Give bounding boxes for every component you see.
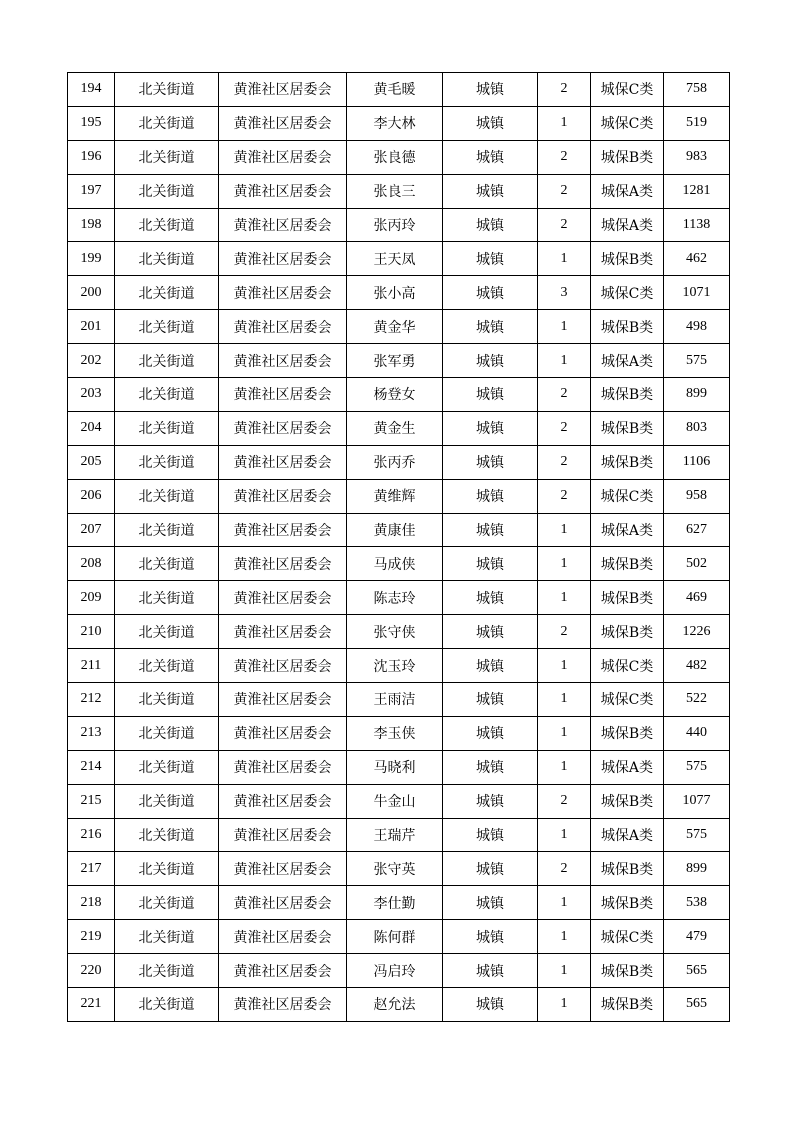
row-number-cell: 215 [68,784,115,818]
person-name-cell: 杨登女 [347,378,443,412]
assistance-category-cell: 城保A类 [591,208,664,242]
amount-cell: 1138 [664,208,730,242]
household-size-cell: 1 [538,750,591,784]
assistance-category-cell: 城保C类 [591,479,664,513]
assistance-category-cell: 城保A类 [591,513,664,547]
person-name-cell: 李玉侠 [347,716,443,750]
residence-type-cell: 城镇 [443,581,538,615]
table-row [68,716,730,750]
community-cell: 黄淮社区居委会 [219,73,347,107]
table-row [68,784,730,818]
amount-cell: 758 [664,73,730,107]
household-size-cell: 1 [538,920,591,954]
street-cell: 北关街道 [115,920,219,954]
household-size-cell: 1 [538,818,591,852]
community-cell: 黄淮社区居委会 [219,615,347,649]
amount-cell: 1077 [664,784,730,818]
row-number-cell: 218 [68,886,115,920]
residence-type-cell: 城镇 [443,310,538,344]
street-cell: 北关街道 [115,649,219,683]
amount-cell: 498 [664,310,730,344]
table-row [68,140,730,174]
person-name-cell: 张守侠 [347,615,443,649]
residence-type-cell: 城镇 [443,479,538,513]
street-cell: 北关街道 [115,513,219,547]
amount-cell: 565 [664,954,730,988]
residence-type-cell: 城镇 [443,547,538,581]
household-size-cell: 1 [538,513,591,547]
table-row [68,445,730,479]
community-cell: 黄淮社区居委会 [219,716,347,750]
residence-type-cell: 城镇 [443,344,538,378]
residence-type-cell: 城镇 [443,649,538,683]
community-cell: 黄淮社区居委会 [219,344,347,378]
table-body [68,73,730,1022]
row-number-cell: 206 [68,479,115,513]
person-name-cell: 陈志玲 [347,581,443,615]
person-name-cell: 赵允法 [347,988,443,1022]
table-row [68,411,730,445]
amount-cell: 627 [664,513,730,547]
street-cell: 北关街道 [115,750,219,784]
street-cell: 北关街道 [115,615,219,649]
row-number-cell: 195 [68,106,115,140]
amount-cell: 538 [664,886,730,920]
street-cell: 北关街道 [115,547,219,581]
street-cell: 北关街道 [115,886,219,920]
table-row [68,954,730,988]
amount-cell: 575 [664,818,730,852]
row-number-cell: 199 [68,242,115,276]
street-cell: 北关街道 [115,106,219,140]
assistance-category-cell: 城保B类 [591,886,664,920]
row-number-cell: 205 [68,445,115,479]
row-number-cell: 197 [68,174,115,208]
person-name-cell: 黄康佳 [347,513,443,547]
residence-type-cell: 城镇 [443,445,538,479]
street-cell: 北关街道 [115,140,219,174]
row-number-cell: 203 [68,378,115,412]
street-cell: 北关街道 [115,310,219,344]
row-number-cell: 212 [68,683,115,717]
assistance-category-cell: 城保B类 [591,445,664,479]
person-name-cell: 张良三 [347,174,443,208]
assistance-category-cell: 城保B类 [591,784,664,818]
residence-type-cell: 城镇 [443,140,538,174]
community-cell: 黄淮社区居委会 [219,683,347,717]
residence-type-cell: 城镇 [443,818,538,852]
household-size-cell: 2 [538,852,591,886]
community-cell: 黄淮社区居委会 [219,378,347,412]
table-row [68,513,730,547]
community-cell: 黄淮社区居委会 [219,581,347,615]
street-cell: 北关街道 [115,479,219,513]
street-cell: 北关街道 [115,716,219,750]
row-number-cell: 220 [68,954,115,988]
street-cell: 北关街道 [115,174,219,208]
amount-cell: 899 [664,852,730,886]
street-cell: 北关街道 [115,208,219,242]
table-row [68,344,730,378]
community-cell: 黄淮社区居委会 [219,852,347,886]
row-number-cell: 210 [68,615,115,649]
relief-roster-table [67,72,730,1022]
community-cell: 黄淮社区居委会 [219,140,347,174]
household-size-cell: 2 [538,140,591,174]
assistance-category-cell: 城保B类 [591,581,664,615]
person-name-cell: 张丙玲 [347,208,443,242]
person-name-cell: 黄毛暖 [347,73,443,107]
amount-cell: 565 [664,988,730,1022]
amount-cell: 575 [664,750,730,784]
assistance-category-cell: 城保B类 [591,140,664,174]
person-name-cell: 王瑞芹 [347,818,443,852]
street-cell: 北关街道 [115,581,219,615]
community-cell: 黄淮社区居委会 [219,988,347,1022]
person-name-cell: 李仕勤 [347,886,443,920]
community-cell: 黄淮社区居委会 [219,208,347,242]
table-row [68,615,730,649]
community-cell: 黄淮社区居委会 [219,310,347,344]
row-number-cell: 217 [68,852,115,886]
household-size-cell: 1 [538,344,591,378]
person-name-cell: 马成侠 [347,547,443,581]
street-cell: 北关街道 [115,276,219,310]
residence-type-cell: 城镇 [443,886,538,920]
row-number-cell: 216 [68,818,115,852]
amount-cell: 803 [664,411,730,445]
assistance-category-cell: 城保C类 [591,73,664,107]
community-cell: 黄淮社区居委会 [219,479,347,513]
amount-cell: 479 [664,920,730,954]
household-size-cell: 1 [538,886,591,920]
community-cell: 黄淮社区居委会 [219,649,347,683]
table-row [68,208,730,242]
amount-cell: 1071 [664,276,730,310]
household-size-cell: 2 [538,445,591,479]
amount-cell: 502 [664,547,730,581]
row-number-cell: 213 [68,716,115,750]
person-name-cell: 张守英 [347,852,443,886]
assistance-category-cell: 城保B类 [591,378,664,412]
person-name-cell: 张小高 [347,276,443,310]
household-size-cell: 2 [538,73,591,107]
assistance-category-cell: 城保B类 [591,852,664,886]
household-size-cell: 1 [538,581,591,615]
amount-cell: 482 [664,649,730,683]
residence-type-cell: 城镇 [443,378,538,412]
household-size-cell: 2 [538,479,591,513]
residence-type-cell: 城镇 [443,750,538,784]
row-number-cell: 200 [68,276,115,310]
residence-type-cell: 城镇 [443,276,538,310]
assistance-category-cell: 城保B类 [591,547,664,581]
household-size-cell: 2 [538,615,591,649]
assistance-category-cell: 城保C类 [591,649,664,683]
row-number-cell: 194 [68,73,115,107]
amount-cell: 1281 [664,174,730,208]
street-cell: 北关街道 [115,988,219,1022]
person-name-cell: 王雨洁 [347,683,443,717]
residence-type-cell: 城镇 [443,73,538,107]
assistance-category-cell: 城保A类 [591,174,664,208]
table-row [68,310,730,344]
person-name-cell: 黄金华 [347,310,443,344]
residence-type-cell: 城镇 [443,615,538,649]
household-size-cell: 1 [538,716,591,750]
residence-type-cell: 城镇 [443,988,538,1022]
assistance-category-cell: 城保B类 [591,242,664,276]
household-size-cell: 1 [538,242,591,276]
person-name-cell: 冯启玲 [347,954,443,988]
row-number-cell: 208 [68,547,115,581]
person-name-cell: 黄金生 [347,411,443,445]
assistance-category-cell: 城保C类 [591,106,664,140]
residence-type-cell: 城镇 [443,106,538,140]
table-row [68,106,730,140]
row-number-cell: 219 [68,920,115,954]
row-number-cell: 207 [68,513,115,547]
table-row [68,242,730,276]
household-size-cell: 2 [538,784,591,818]
community-cell: 黄淮社区居委会 [219,920,347,954]
assistance-category-cell: 城保B类 [591,310,664,344]
row-number-cell: 198 [68,208,115,242]
assistance-category-cell: 城保B类 [591,411,664,445]
residence-type-cell: 城镇 [443,683,538,717]
residence-type-cell: 城镇 [443,242,538,276]
amount-cell: 983 [664,140,730,174]
table-row [68,683,730,717]
amount-cell: 519 [664,106,730,140]
table-row [68,276,730,310]
household-size-cell: 2 [538,411,591,445]
community-cell: 黄淮社区居委会 [219,174,347,208]
community-cell: 黄淮社区居委会 [219,411,347,445]
household-size-cell: 2 [538,208,591,242]
row-number-cell: 201 [68,310,115,344]
person-name-cell: 陈何群 [347,920,443,954]
community-cell: 黄淮社区居委会 [219,242,347,276]
amount-cell: 440 [664,716,730,750]
residence-type-cell: 城镇 [443,174,538,208]
household-size-cell: 1 [538,988,591,1022]
person-name-cell: 黄维辉 [347,479,443,513]
table-row [68,581,730,615]
row-number-cell: 221 [68,988,115,1022]
assistance-category-cell: 城保C类 [591,920,664,954]
assistance-category-cell: 城保A类 [591,750,664,784]
person-name-cell: 李大林 [347,106,443,140]
residence-type-cell: 城镇 [443,954,538,988]
person-name-cell: 张良德 [347,140,443,174]
street-cell: 北关街道 [115,242,219,276]
row-number-cell: 211 [68,649,115,683]
community-cell: 黄淮社区居委会 [219,445,347,479]
community-cell: 黄淮社区居委会 [219,547,347,581]
street-cell: 北关街道 [115,445,219,479]
amount-cell: 1106 [664,445,730,479]
assistance-category-cell: 城保C类 [591,683,664,717]
person-name-cell: 张军勇 [347,344,443,378]
assistance-category-cell: 城保C类 [591,276,664,310]
row-number-cell: 204 [68,411,115,445]
row-number-cell: 209 [68,581,115,615]
table-row [68,886,730,920]
assistance-category-cell: 城保B类 [591,954,664,988]
table-row [68,649,730,683]
residence-type-cell: 城镇 [443,716,538,750]
community-cell: 黄淮社区居委会 [219,818,347,852]
community-cell: 黄淮社区居委会 [219,886,347,920]
amount-cell: 522 [664,683,730,717]
community-cell: 黄淮社区居委会 [219,106,347,140]
household-size-cell: 3 [538,276,591,310]
assistance-category-cell: 城保A类 [591,344,664,378]
residence-type-cell: 城镇 [443,208,538,242]
residence-type-cell: 城镇 [443,411,538,445]
household-size-cell: 1 [538,547,591,581]
street-cell: 北关街道 [115,378,219,412]
person-name-cell: 马晓利 [347,750,443,784]
amount-cell: 462 [664,242,730,276]
assistance-category-cell: 城保A类 [591,818,664,852]
street-cell: 北关街道 [115,73,219,107]
household-size-cell: 1 [538,954,591,988]
amount-cell: 575 [664,344,730,378]
table-row [68,479,730,513]
row-number-cell: 202 [68,344,115,378]
household-size-cell: 1 [538,683,591,717]
table-row [68,750,730,784]
assistance-category-cell: 城保B类 [591,988,664,1022]
residence-type-cell: 城镇 [443,784,538,818]
person-name-cell: 王天凤 [347,242,443,276]
street-cell: 北关街道 [115,818,219,852]
street-cell: 北关街道 [115,683,219,717]
person-name-cell: 张丙乔 [347,445,443,479]
person-name-cell: 牛金山 [347,784,443,818]
assistance-category-cell: 城保B类 [591,716,664,750]
household-size-cell: 2 [538,174,591,208]
table-row [68,920,730,954]
residence-type-cell: 城镇 [443,920,538,954]
assistance-category-cell: 城保B类 [591,615,664,649]
residence-type-cell: 城镇 [443,513,538,547]
street-cell: 北关街道 [115,852,219,886]
household-size-cell: 1 [538,106,591,140]
street-cell: 北关街道 [115,344,219,378]
household-size-cell: 1 [538,649,591,683]
table-row [68,174,730,208]
row-number-cell: 214 [68,750,115,784]
community-cell: 黄淮社区居委会 [219,784,347,818]
amount-cell: 1226 [664,615,730,649]
community-cell: 黄淮社区居委会 [219,750,347,784]
amount-cell: 899 [664,378,730,412]
residence-type-cell: 城镇 [443,852,538,886]
table-row [68,852,730,886]
table-row [68,73,730,107]
community-cell: 黄淮社区居委会 [219,513,347,547]
table-row [68,547,730,581]
row-number-cell: 196 [68,140,115,174]
community-cell: 黄淮社区居委会 [219,954,347,988]
person-name-cell: 沈玉玲 [347,649,443,683]
household-size-cell: 2 [538,378,591,412]
household-size-cell: 1 [538,310,591,344]
street-cell: 北关街道 [115,784,219,818]
community-cell: 黄淮社区居委会 [219,276,347,310]
table-row [68,378,730,412]
street-cell: 北关街道 [115,411,219,445]
amount-cell: 469 [664,581,730,615]
street-cell: 北关街道 [115,954,219,988]
amount-cell: 958 [664,479,730,513]
table-row [68,818,730,852]
table-row [68,988,730,1022]
